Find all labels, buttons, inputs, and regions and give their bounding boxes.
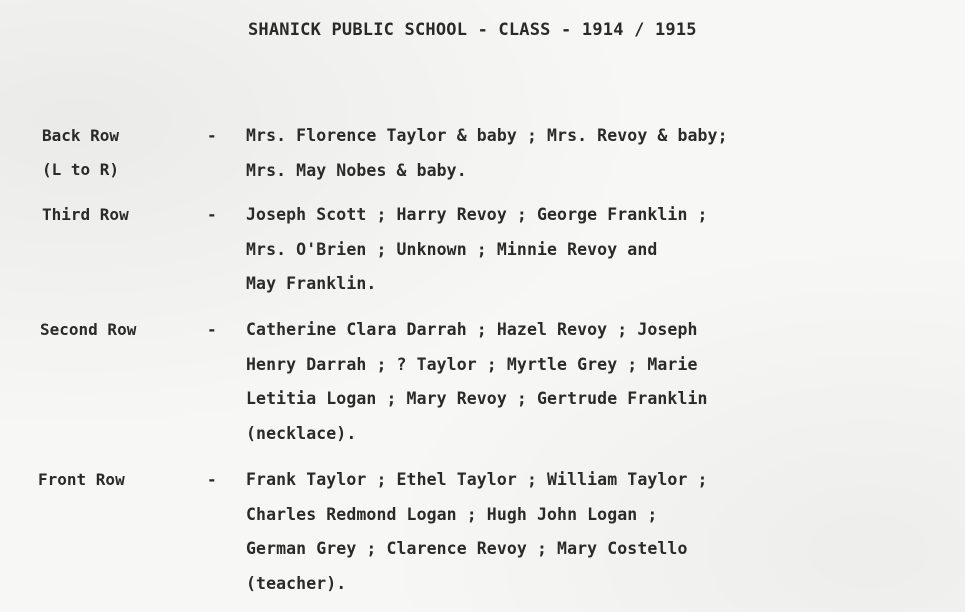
row-label-second: Second Row	[40, 320, 137, 339]
row-names-back: Mrs. Florence Taylor & baby ; Mrs. Revoy & baby; Mrs. May Nobes & baby.	[246, 126, 728, 180]
row-sublabel-back: (L to R)	[42, 160, 120, 179]
row-separator-front: -	[207, 470, 217, 489]
row-label-back: Back Row	[42, 126, 120, 145]
row-names-third: Joseph Scott ; Harry Revoy ; George Franklin ; Mrs. O'Brien ; Unknown ; Minnie Revoy and May Franklin.	[246, 205, 708, 293]
row-names-second: Catherine Clara Darrah ; Hazel Revoy ; Joseph Henry Darrah ; ? Taylor ; Myrtle Grey ; Marie Letitia Logan ; Mary Revoy ; Gertrude Franklin (necklace).	[246, 320, 708, 443]
row-names-front: Frank Taylor ; Ethel Taylor ; William Taylor ; Charles Redmond Logan ; Hugh John Logan ; German Grey ; Clarence Revoy ; Mary Costello (teacher).	[246, 470, 708, 593]
row-label-third: Third Row	[42, 205, 129, 224]
row-separator-third: -	[207, 205, 217, 224]
row-separator-second: -	[207, 320, 217, 339]
row-label-front: Front Row	[38, 470, 125, 489]
document-title: SHANICK PUBLIC SCHOOL - CLASS - 1914 / 1915	[248, 20, 697, 40]
row-separator-back: -	[207, 126, 217, 145]
